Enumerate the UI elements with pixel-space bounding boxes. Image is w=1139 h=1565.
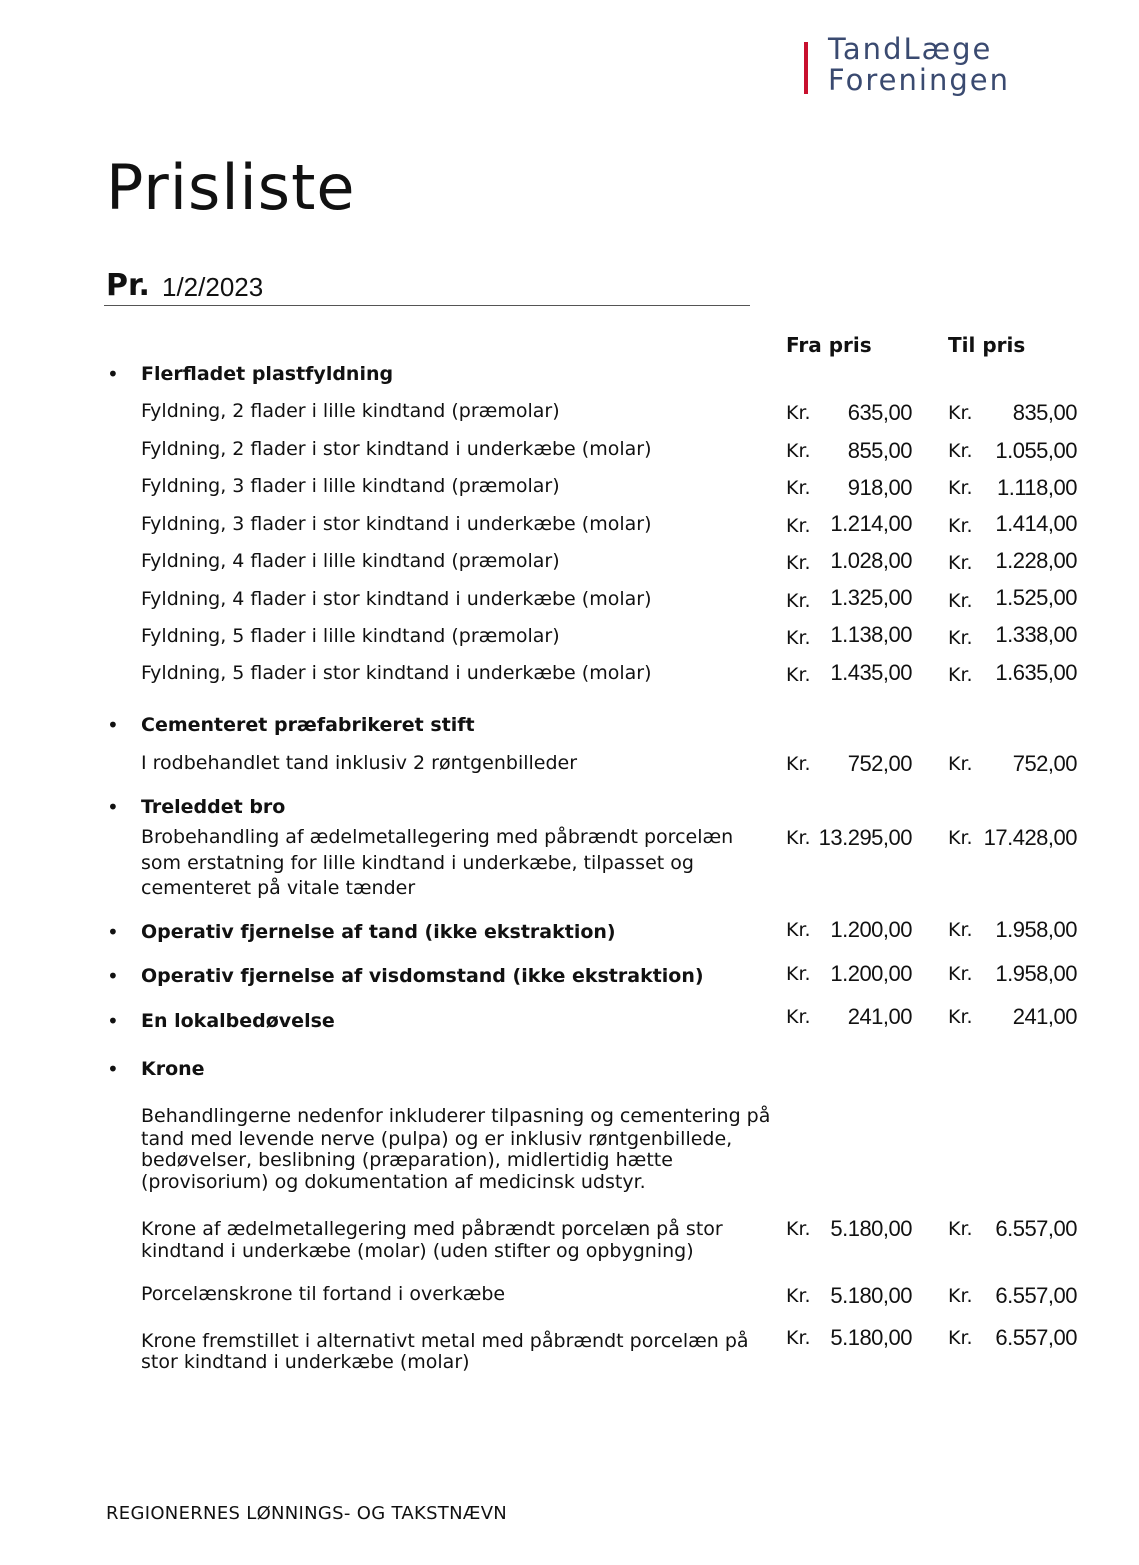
currency-label: Kr.	[948, 1285, 973, 1307]
price-to: 1.958,00	[995, 917, 1077, 942]
section-title: En lokalbedøvelse	[141, 1010, 335, 1032]
section-title: Operativ fjernelse af tand (ikke ekstraktion)	[141, 921, 616, 943]
item-label: I rodbehandlet tand inklusiv 2 røntgenbilleder	[141, 752, 578, 774]
currency-label: Kr.	[786, 402, 811, 424]
item-label: Fyldning, 4 flader i lille kindtand (præmolar)	[141, 550, 560, 572]
price-from: 5.180,00	[830, 1325, 912, 1350]
logo-line-1: TandLæge	[828, 32, 993, 66]
currency-label: Kr.	[786, 753, 811, 775]
bullet: •	[107, 920, 119, 944]
page-title: Prisliste	[106, 151, 356, 224]
item-label: Fyldning, 3 flader i stor kindtand i underkæbe (molar)	[141, 513, 652, 535]
price-to: 835,00	[1012, 400, 1077, 425]
item-label-line: Porcelænskrone til fortand i overkæbe	[141, 1283, 506, 1305]
price-to: 1.055,00	[995, 438, 1077, 463]
price-from: 5.180,00	[830, 1283, 912, 1308]
divider	[104, 305, 750, 306]
price-from: 1.138,00	[830, 622, 912, 647]
price-to: 241,00	[1012, 1004, 1077, 1029]
currency-label: Kr.	[786, 515, 811, 537]
currency-label: Kr.	[786, 627, 811, 649]
date-value: 1/2/2023	[162, 272, 264, 302]
section-title: Treleddet bro	[141, 796, 286, 818]
item-label: Fyldning, 5 flader i stor kindtand i underkæbe (molar)	[141, 662, 652, 684]
price-from: 13.295,00	[818, 825, 912, 850]
price-from: 241,00	[847, 1004, 912, 1029]
currency-label: Kr.	[948, 440, 973, 462]
currency-label: Kr.	[948, 477, 973, 499]
logo-line-2: Foreningen	[828, 63, 1010, 97]
bullet: •	[107, 795, 119, 819]
currency-label: Kr.	[786, 477, 811, 499]
currency-label: Kr.	[786, 1285, 811, 1307]
price-from: 5.180,00	[830, 1216, 912, 1241]
price-to: 17.428,00	[983, 825, 1077, 850]
currency-label: Kr.	[948, 919, 973, 941]
currency-label: Kr.	[786, 440, 811, 462]
currency-label: Kr.	[948, 1006, 973, 1028]
bullet: •	[107, 1009, 119, 1033]
currency-label: Kr.	[786, 1218, 811, 1240]
item-label-line: Krone af ædelmetallegering med påbrændt porcelæn på stor	[141, 1218, 723, 1240]
price-from: 1.435,00	[830, 660, 912, 685]
price-from: 1.200,00	[830, 917, 912, 942]
price-to: 1.525,00	[995, 585, 1077, 610]
price-to: 1.958,00	[995, 961, 1077, 986]
logo-accent-bar	[804, 42, 808, 94]
currency-label: Kr.	[948, 827, 973, 849]
item-label: Fyldning, 5 flader i lille kindtand (præmolar)	[141, 625, 560, 647]
currency-label: Kr.	[786, 590, 811, 612]
currency-label: Kr.	[948, 753, 973, 775]
currency-label: Kr.	[948, 1327, 973, 1349]
price-to: 1.414,00	[995, 511, 1077, 536]
item-label-line: cementeret på vitale tænder	[141, 877, 416, 899]
price-to: 6.557,00	[995, 1216, 1077, 1241]
section-title: Flerfladet plastfyldning	[141, 363, 394, 385]
item-label: Fyldning, 2 flader i lille kindtand (præmolar)	[141, 400, 560, 422]
intro-line: (provisorium) og dokumentation af medicinsk udstyr.	[141, 1171, 646, 1193]
price-from: 1.325,00	[830, 585, 912, 610]
price-from: 1.028,00	[830, 548, 912, 573]
bullet: •	[107, 713, 119, 737]
item-label-line: Brobehandling af ædelmetallegering med påbrændt porcelæn	[141, 826, 734, 848]
column-header-from: Fra pris	[786, 333, 872, 357]
currency-label: Kr.	[786, 1006, 811, 1028]
price-from: 1.214,00	[830, 511, 912, 536]
item-label-line: kindtand i underkæbe (molar) (uden stifter og opbygning)	[141, 1240, 694, 1262]
footer: REGIONERNES LØNNINGS- OG TAKSTNÆVN	[106, 1503, 508, 1524]
currency-label: Kr.	[786, 827, 811, 849]
price-from: 1.200,00	[830, 961, 912, 986]
price-to: 1.228,00	[995, 548, 1077, 573]
bullet: •	[107, 1057, 119, 1081]
currency-label: Kr.	[948, 664, 973, 686]
logo	[828, 34, 1010, 96]
section-title: Cementeret præfabrikeret stift	[141, 714, 475, 736]
currency-label: Kr.	[948, 1218, 973, 1240]
currency-label: Kr.	[786, 963, 811, 985]
price-to: 1.338,00	[995, 622, 1077, 647]
section-title: Operativ fjernelse af visdomstand (ikke ekstraktion)	[141, 965, 704, 987]
price-to: 752,00	[1012, 751, 1077, 776]
intro-line: tand med levende nerve (pulpa) og er inklusiv røntgenbillede,	[141, 1128, 733, 1150]
bullet: •	[107, 964, 119, 988]
price-from: 635,00	[847, 400, 912, 425]
section-title: Krone	[141, 1058, 205, 1080]
currency-label: Kr.	[786, 919, 811, 941]
item-label: Fyldning, 2 flader i stor kindtand i underkæbe (molar)	[141, 438, 652, 460]
currency-label: Kr.	[948, 402, 973, 424]
date-prefix: Pr.	[106, 268, 150, 303]
currency-label: Kr.	[948, 963, 973, 985]
price-to: 6.557,00	[995, 1325, 1077, 1350]
intro-line: Behandlingerne nedenfor inkluderer tilpasning og cementering på	[141, 1105, 771, 1127]
price-from: 752,00	[847, 751, 912, 776]
price-from: 855,00	[847, 438, 912, 463]
column-header-to: Til pris	[948, 333, 1026, 357]
currency-label: Kr.	[786, 664, 811, 686]
price-from: 918,00	[847, 475, 912, 500]
currency-label: Kr.	[786, 1327, 811, 1349]
currency-label: Kr.	[786, 552, 811, 574]
item-label-line: Krone fremstillet i alternativt metal med påbrændt porcelæn på	[141, 1330, 749, 1352]
item-label-line: stor kindtand i underkæbe (molar)	[141, 1351, 470, 1373]
bullet: •	[107, 362, 119, 386]
item-label-line: som erstatning for lille kindtand i underkæbe, tilpasset og	[141, 852, 694, 874]
item-label: Fyldning, 3 flader i lille kindtand (præmolar)	[141, 475, 560, 497]
currency-label: Kr.	[948, 627, 973, 649]
price-to: 1.635,00	[995, 660, 1077, 685]
item-label: Fyldning, 4 flader i stor kindtand i underkæbe (molar)	[141, 588, 652, 610]
currency-label: Kr.	[948, 590, 973, 612]
price-to: 1.118,00	[996, 475, 1077, 500]
currency-label: Kr.	[948, 515, 973, 537]
intro-line: bedøvelser, beslibning (præparation), midlertidig hætte	[141, 1149, 673, 1171]
price-to: 6.557,00	[995, 1283, 1077, 1308]
currency-label: Kr.	[948, 552, 973, 574]
